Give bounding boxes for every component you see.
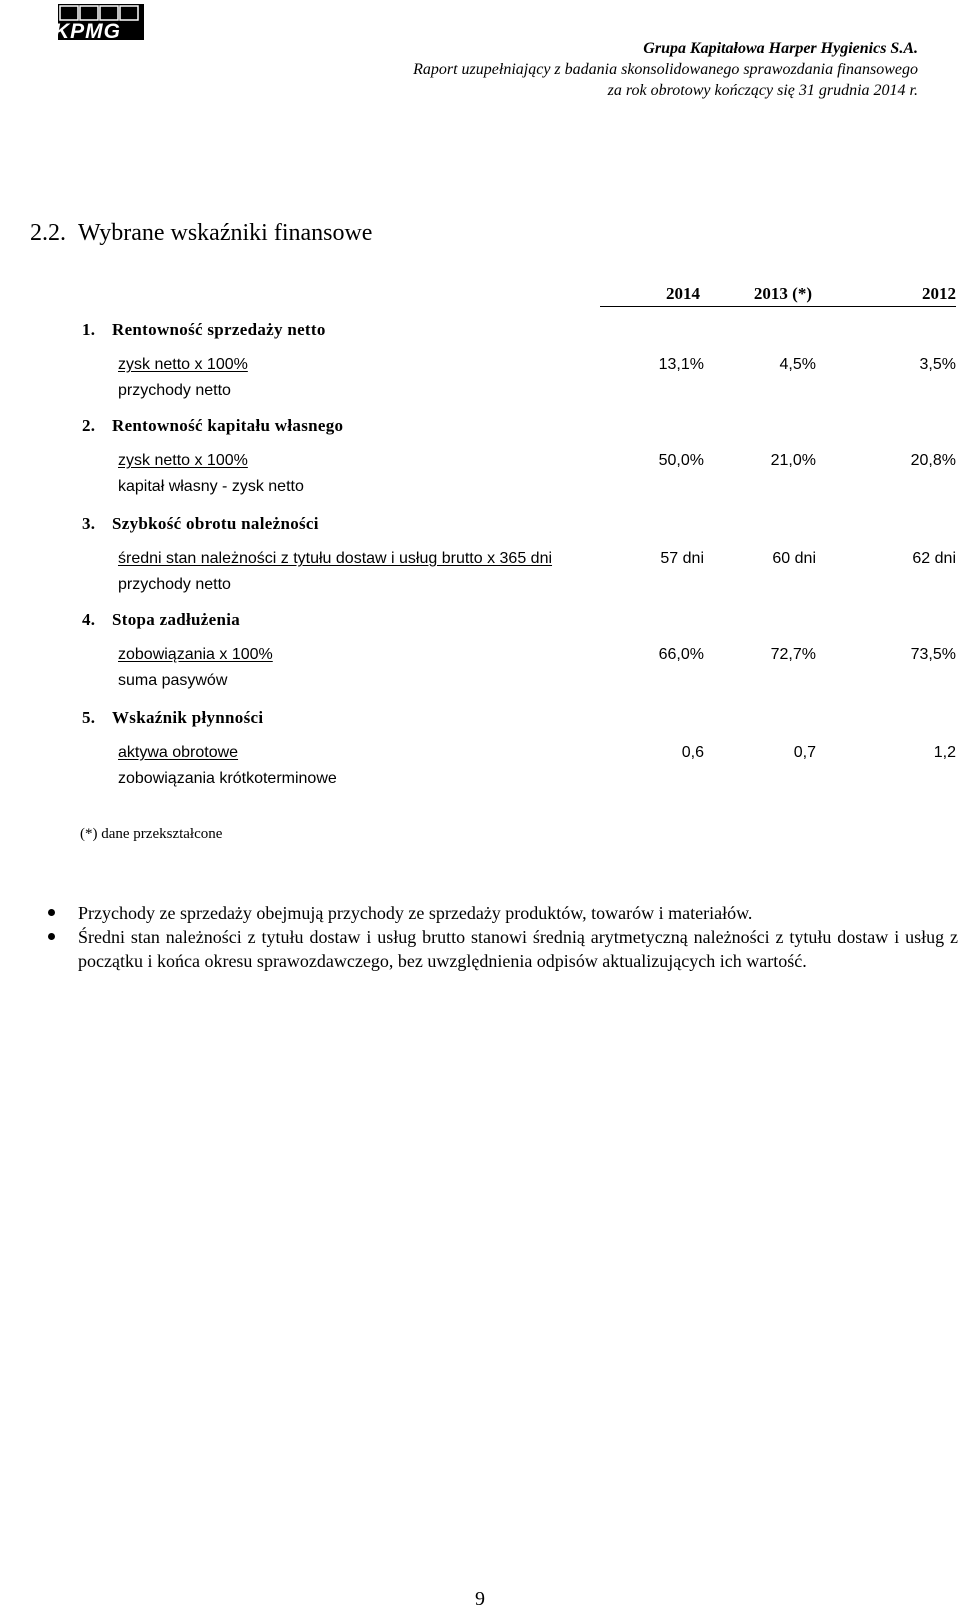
list-item: [48, 925, 958, 973]
kpmg-logo-graphic: [48, 4, 148, 44]
indicator-5-title: [82, 708, 263, 728]
indicator-1-value-2012: 3,5%: [919, 356, 956, 373]
indicator-3-value-2014: 57 dni: [660, 550, 704, 567]
indicator-2-numerator: zysk netto x 100%: [118, 452, 248, 469]
indicator-4-denominator: suma pasywów: [118, 672, 228, 689]
indicator-1-label: Rentowność sprzedaży netto: [112, 320, 326, 339]
indicator-5-value-2012: 1,2: [933, 744, 956, 761]
section-title: [30, 220, 372, 247]
indicator-4-value-2013: 72,7%: [770, 646, 816, 663]
company-name: Grupa Kapitałowa Harper Hygienics S.A.: [643, 40, 918, 57]
indicator-2-value-2013: 21,0%: [770, 452, 816, 469]
footnote: (*) dane przekształcone: [80, 826, 223, 842]
indicator-4-number: 4.: [82, 610, 96, 629]
indicator-3-denominator: przychody netto: [118, 576, 231, 593]
notes-list: [48, 901, 958, 973]
section-title-text: Wybrane wskaźniki finansowe: [78, 220, 373, 246]
year-header: [600, 284, 956, 307]
indicator-1-formula: [118, 352, 248, 404]
indicator-1-value-2014: 13,1%: [658, 356, 704, 373]
kpmg-logo: [48, 4, 148, 44]
indicator-4-formula: [118, 642, 273, 694]
indicator-1-value-2013: 4,5%: [779, 356, 816, 373]
indicator-5-value-2014: 0,6: [681, 744, 704, 761]
bullet-text-2: Średni stan należności z tytułu dostaw i usług brutto stanowi średnią arytmetyczną należności z tytułu dostaw i usług z początku i końca okresu sprawozdawczego, bez uwzględnienia odpisów aktualizujących ich wartość.: [78, 927, 958, 971]
indicator-4-value-2014: 66,0%: [658, 646, 704, 663]
indicator-5-value-2013: 0,7: [793, 744, 816, 761]
indicator-2-number: 2.: [82, 416, 96, 435]
indicator-5-label: Wskaźnik płynności: [112, 708, 264, 727]
indicator-5-numerator: aktywa obrotowe: [118, 744, 239, 761]
indicator-4-numerator: zobowiązania x 100%: [118, 646, 273, 663]
indicator-2-label: Rentowność kapitału własnego: [112, 416, 344, 435]
indicator-2-formula: [118, 448, 304, 500]
year-2012: 2012: [922, 284, 956, 303]
bullet-text-1: Przychody ze sprzedaży obejmują przychody ze sprzedaży produktów, towarów i materiałów.: [78, 903, 753, 923]
indicator-2-title: [82, 416, 343, 436]
indicator-2-value-2014: 50,0%: [658, 452, 704, 469]
indicator-2-value-2012: 20,8%: [910, 452, 956, 469]
indicator-3-label: Szybkość obrotu należności: [112, 514, 319, 533]
svg-text:KPMG: KPMG: [54, 20, 121, 43]
bullet-icon: [48, 909, 55, 916]
indicator-2-denominator: kapitał własny - zysk netto: [118, 478, 304, 495]
indicator-4-label: Stopa zadłużenia: [112, 610, 241, 629]
bullet-icon: [48, 933, 55, 940]
indicator-3-numerator: średni stan należności z tytułu dostaw i usług brutto x 365 dni: [118, 550, 553, 567]
year-2013: 2013 (*): [753, 284, 812, 303]
report-period: za rok obrotowy kończący się 31 grudnia 2014 r.: [607, 82, 918, 99]
indicator-3-value-2013: 60 dni: [772, 550, 816, 567]
indicator-3-value-2012: 62 dni: [912, 550, 956, 567]
indicator-4-title: [82, 610, 240, 630]
indicator-3-number: 3.: [82, 514, 96, 533]
indicator-4-value-2012: 73,5%: [910, 646, 956, 663]
report-header: [413, 38, 918, 101]
page-number: 9: [475, 1588, 485, 1610]
year-2014: 2014: [666, 284, 700, 303]
indicator-3-title: [82, 514, 319, 534]
indicator-5-number: 5.: [82, 708, 96, 727]
list-item: [48, 901, 958, 925]
indicator-1-denominator: przychody netto: [118, 382, 231, 399]
indicator-1-title: [82, 320, 326, 340]
indicator-5-denominator: zobowiązania krótkoterminowe: [118, 770, 337, 787]
indicator-5-formula: [118, 740, 337, 792]
indicator-1-number: 1.: [82, 320, 96, 339]
section-number: 2.2.: [30, 220, 66, 246]
report-subtitle: Raport uzupełniający z badania skonsolidowanego sprawozdania finansowego: [413, 61, 918, 78]
indicator-3-formula: [118, 546, 552, 598]
indicator-1-numerator: zysk netto x 100%: [118, 356, 248, 373]
